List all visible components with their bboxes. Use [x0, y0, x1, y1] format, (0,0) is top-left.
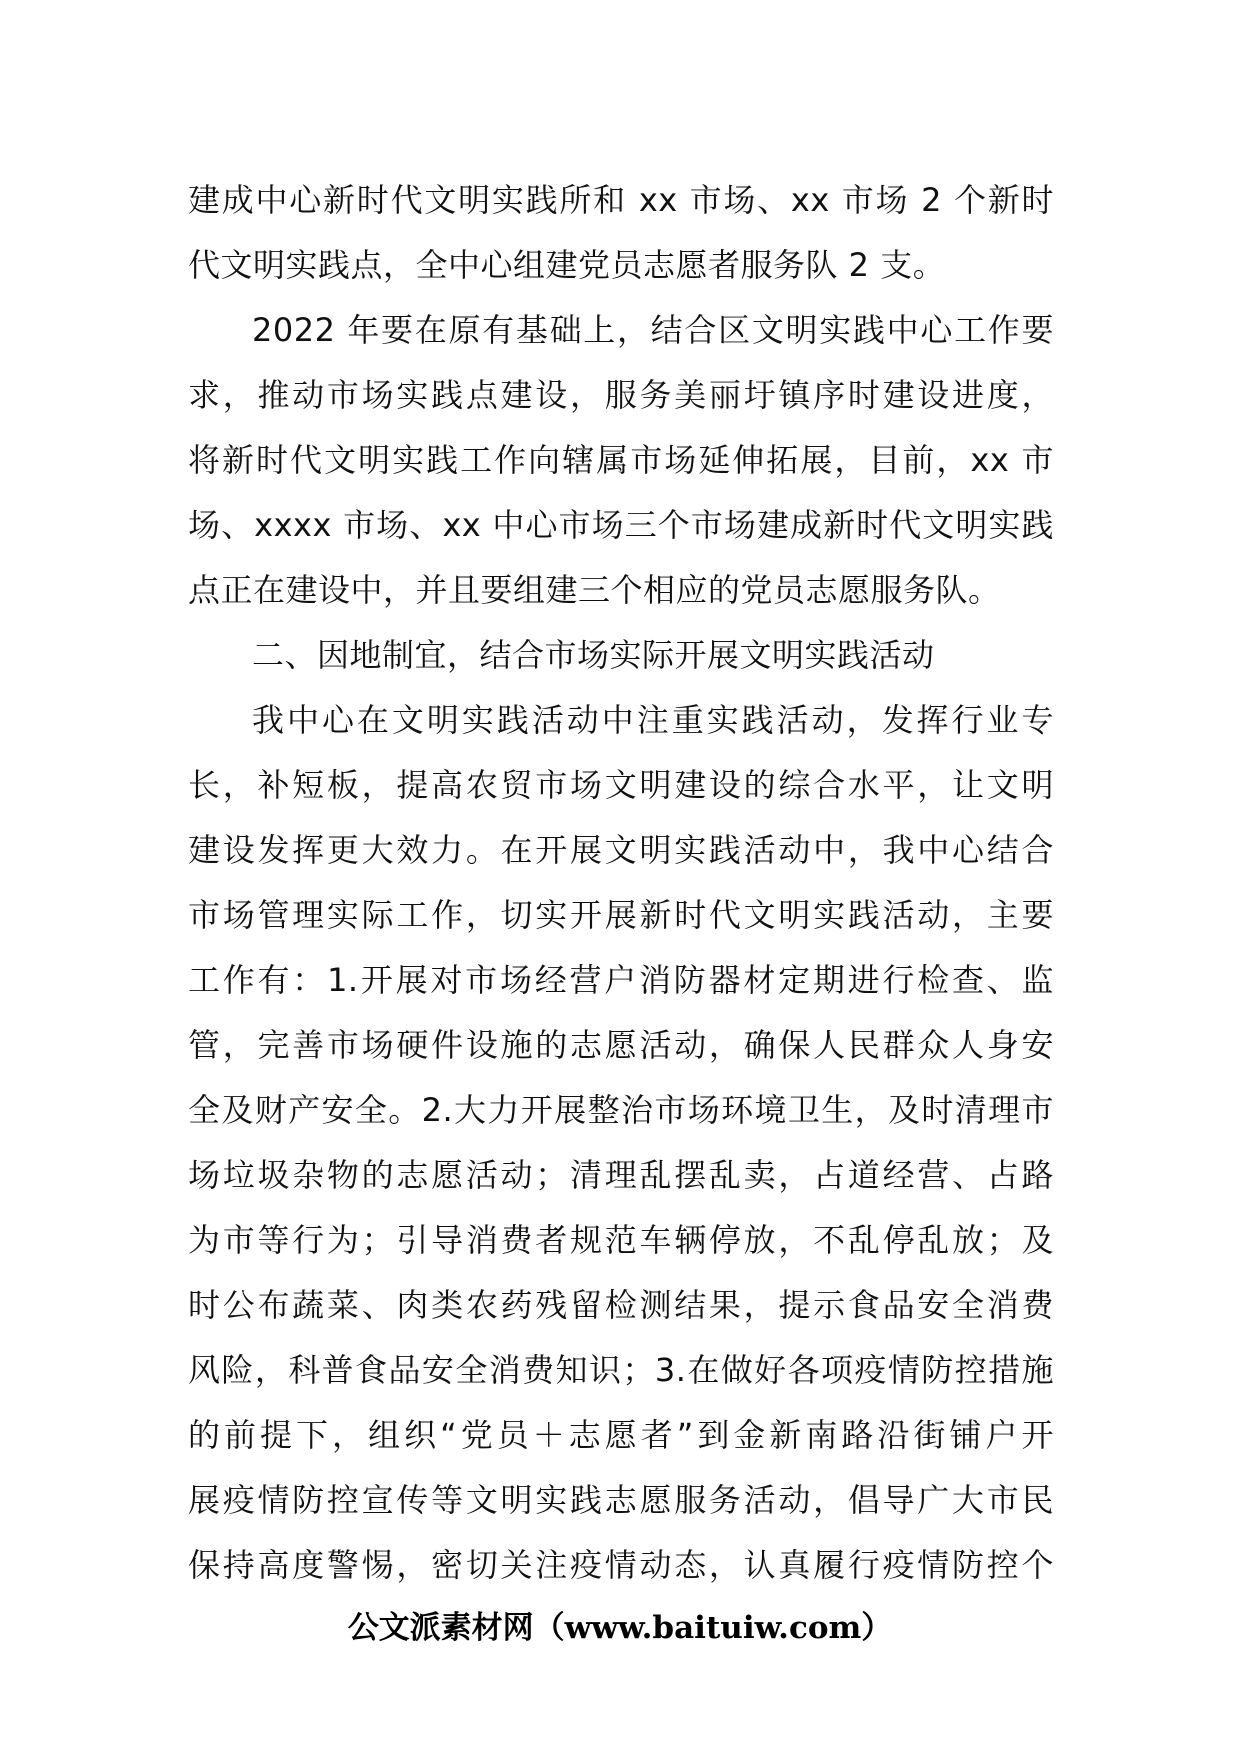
text-line: 为市等行为；引导消费者规范车辆停放，不乱停乱放；及	[188, 1221, 1054, 1259]
text-line: 场垃圾杂物的志愿活动；清理乱摆乱卖，占道经营、占路	[188, 1156, 1054, 1194]
footer-watermark-text: 公文派素材网（www.baituiw.com）	[347, 1610, 893, 1646]
text-line: 2022 年要在原有基础上，结合区文明实践中心工作要	[252, 311, 1054, 349]
text-line: 场、xxxx 市场、xx 中心市场三个市场建成新时代文明实践	[188, 506, 1054, 544]
text-line: 建设发挥更大效力。在开展文明实践活动中，我中心结合	[188, 831, 1054, 869]
text-line: 将新时代文明实践工作向辖属市场延伸拓展，目前，xx 市	[188, 441, 1054, 479]
text-line: 的前提下，组织“党员＋志愿者”到金新南路沿街铺户开	[188, 1416, 1054, 1454]
text-line: 长，补短板，提高农贸市场文明建设的综合水平，让文明	[188, 766, 1054, 804]
text-line: 我中心在文明实践活动中注重实践活动，发挥行业专	[252, 701, 1054, 739]
text-line: 工作有：1.开展对市场经营户消防器材定期进行检查、监	[188, 961, 1054, 999]
text-line: 风险，科普食品安全消费知识；3.在做好各项疫情防控措施	[188, 1351, 1054, 1389]
text-line: 时公布蔬菜、肉类农药残留检测结果，提示食品安全消费	[188, 1286, 1054, 1324]
text-line: 求，推动市场实践点建设，服务美丽圩镇序时建设进度，	[188, 376, 1054, 414]
text-line: 建成中心新时代文明实践所和 xx 市场、xx 市场 2 个新时	[188, 181, 1054, 219]
text-line: 保持高度警惕，密切关注疫情动态，认真履行疫情防控个	[188, 1546, 1054, 1584]
text-line: 展疫情防控宣传等文明实践志愿服务活动，倡导广大市民	[188, 1481, 1054, 1519]
text-line: 市场管理实际工作，切实开展新时代文明实践活动，主要	[188, 896, 1054, 934]
section-heading: 二、因地制宜，结合市场实际开展文明实践活动	[252, 636, 935, 674]
text-line: 代文明实践点，全中心组建党员志愿者服务队 2 支。	[188, 246, 946, 284]
text-line: 点正在建设中，并且要组建三个相应的党员志愿服务队。	[188, 571, 1001, 609]
document-body	[188, 168, 1054, 1598]
text-line: 全及财产安全。2.大力开展整治市场环境卫生，及时清理市	[188, 1091, 1054, 1129]
text-line: 管，完善市场硬件设施的志愿活动，确保人民群众人身安	[188, 1026, 1054, 1064]
